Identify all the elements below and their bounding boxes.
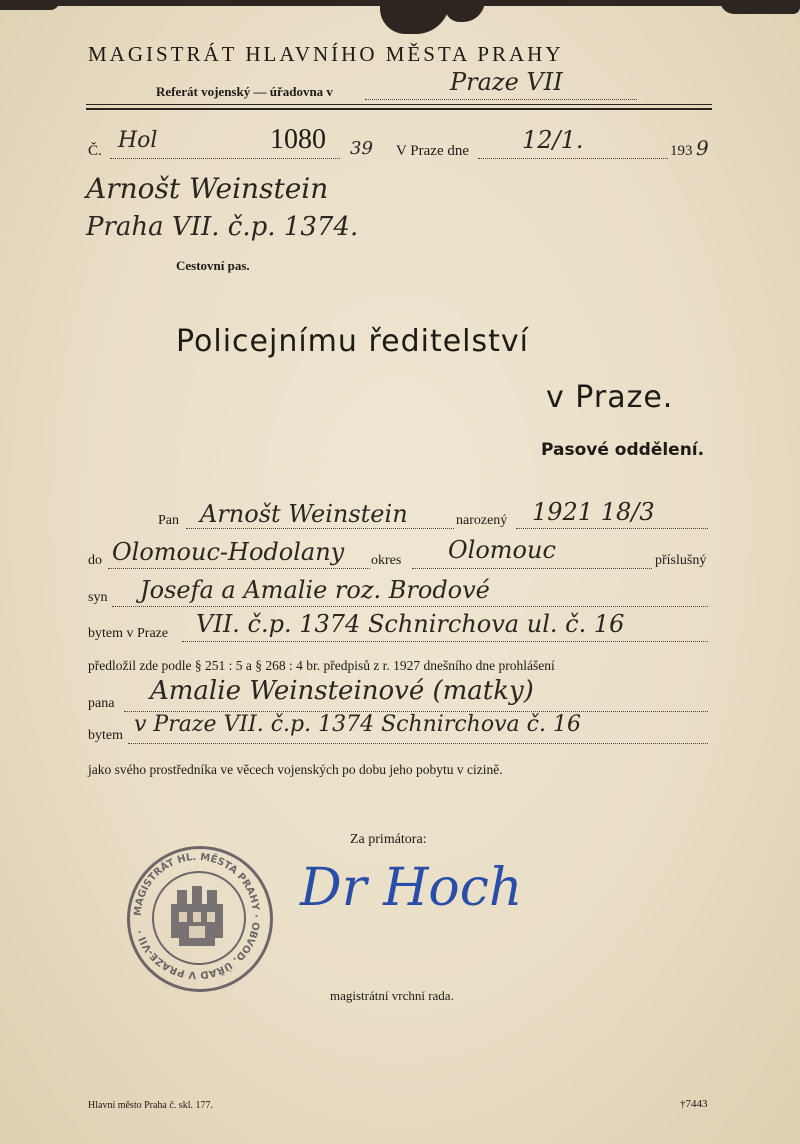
bytem-line	[182, 641, 708, 642]
syn-line	[112, 606, 708, 607]
stamp-text: MAGISTRÁT HL. MĚSTA PRAHY · OBVOD. ÚŘAD V PRAZE-VII ·	[132, 851, 262, 981]
do-handwriting: Olomouc-Hodolany	[112, 538, 345, 566]
header-rule	[86, 104, 712, 105]
bytem-handwriting: VII. č.p. 1374 Schnirchova ul. č. 16	[196, 610, 625, 638]
date-label: V Praze dne	[396, 143, 470, 159]
office-line	[365, 99, 637, 100]
for-mayor-label: Za primátora:	[350, 832, 427, 847]
torn-edge	[720, 0, 800, 14]
bytem2-line	[128, 743, 708, 744]
do-label: do	[88, 553, 102, 568]
born-label: narozený	[456, 513, 508, 528]
pan-line	[186, 528, 454, 529]
okres-label: okres	[371, 553, 402, 568]
closing-text: jako svého prostředníka ve věcech vojenských po dobu jeho pobytu v cizině.	[88, 762, 503, 777]
footer-right: †7443	[680, 1098, 708, 1110]
official-seal-stamp	[127, 846, 273, 992]
born-line	[516, 528, 708, 529]
bytem2-handwriting: v Praze VII. č.p. 1374 Schnirchova č. 16	[134, 712, 581, 737]
okres-line	[412, 568, 652, 569]
torn-edge	[0, 0, 60, 10]
office-handwriting: Praze VII	[450, 68, 563, 96]
signature-handwriting: Dr Hoch	[300, 858, 523, 918]
reference-line	[110, 158, 340, 159]
year-handwriting: 9	[696, 136, 709, 160]
footer-left: Hlavní město Praha č. skl. 177.	[88, 1100, 213, 1111]
syn-handwriting: Josefa a Amalie roz. Brodové	[140, 576, 490, 604]
recipient-line2: v Praze.	[546, 380, 674, 415]
reference-label: Č.	[88, 143, 102, 159]
subject-line: Cestovní pas.	[176, 258, 250, 273]
legal-text: předložil zde podle § 251 : 5 a § 268 : 4 br. předpisů z r. 1927 dnešního dne prohlášení	[88, 658, 555, 673]
office-label: Referát vojenský — úřadovna v	[156, 84, 333, 99]
syn-label: syn	[88, 590, 108, 605]
official-title: magistrátní vrchní rada.	[330, 988, 454, 1003]
torn-edge	[445, 0, 485, 22]
pana-label: pana	[88, 696, 115, 711]
pana-handwriting: Amalie Weinsteinové (matky)	[150, 676, 534, 706]
reference-handwriting: Hol	[118, 128, 158, 153]
addressee-handwriting-line1: Arnošt Weinstein	[86, 172, 329, 205]
prislusny-label: příslušný	[655, 553, 707, 568]
do-line	[108, 568, 370, 569]
born-handwriting: 1921 18/3	[532, 498, 655, 526]
torn-edge	[380, 0, 450, 34]
pan-label: Pan	[158, 513, 179, 528]
date-handwriting: 12/1.	[522, 126, 584, 154]
pan-handwriting: Arnošt Weinstein	[200, 500, 408, 528]
okres-handwriting: Olomouc	[448, 536, 556, 564]
reference-number: 1080	[270, 124, 326, 155]
date-line	[478, 158, 668, 159]
addressee-handwriting-line2: Praha VII. č.p. 1374.	[86, 212, 359, 242]
recipient-line1: Policejnímu ředitelství	[176, 324, 529, 359]
year-printed: 193	[670, 143, 693, 159]
bytem2-label: bytem	[88, 728, 123, 743]
recipient-department: Pasové oddělení.	[541, 440, 705, 460]
header-rule	[86, 108, 712, 110]
authority-heading: MAGISTRÁT HLAVNÍHO MĚSTA PRAHY	[88, 42, 564, 66]
reference-year-suffix: 39	[350, 138, 373, 159]
bytem-label: bytem v Praze	[88, 626, 169, 641]
